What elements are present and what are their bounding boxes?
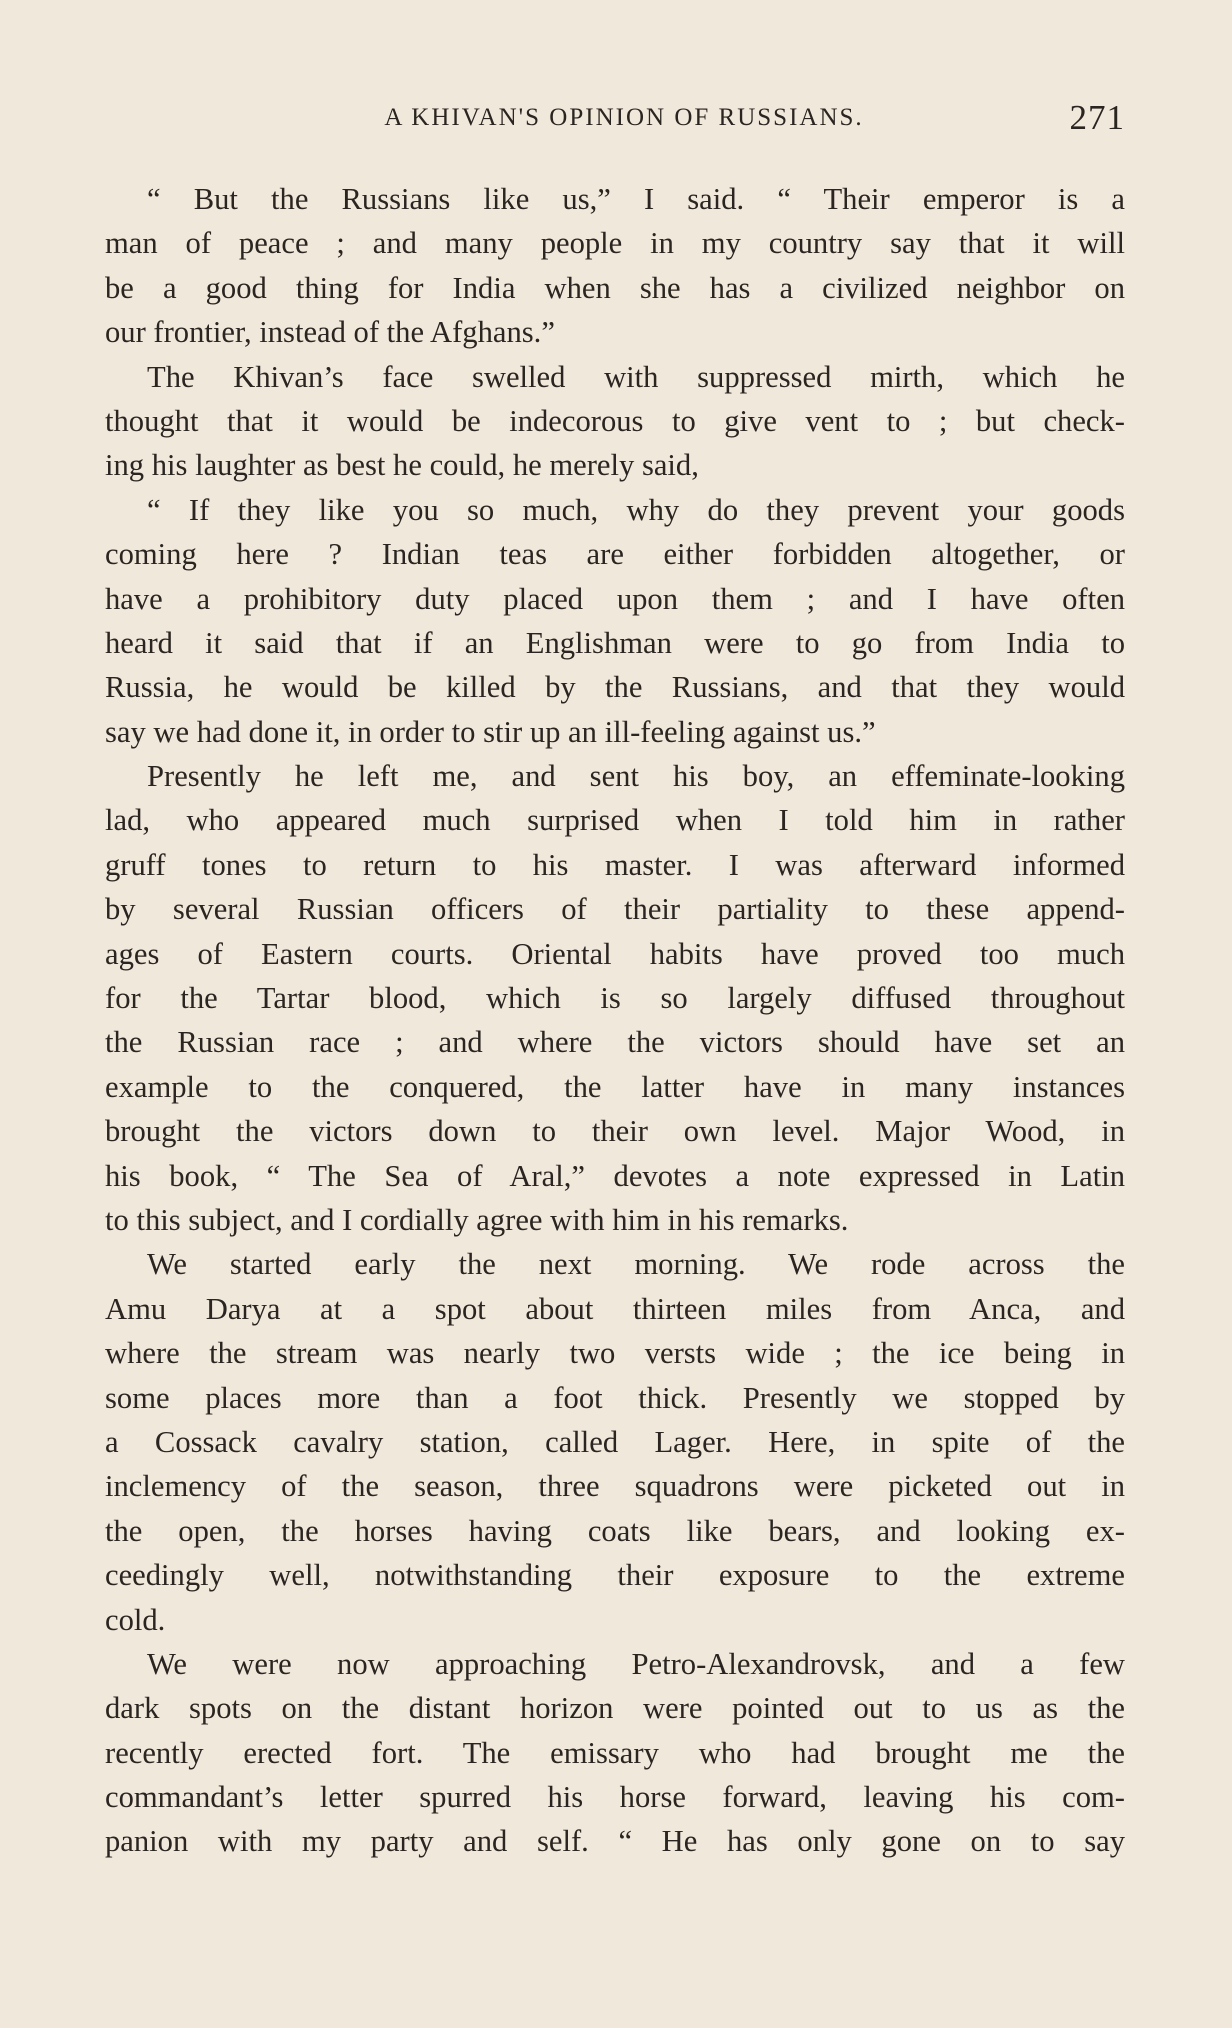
text-line: gruff tones to return to his master. I was afterward informed bbox=[105, 847, 1125, 882]
text-line: ceedingly well, notwithstanding their exposure to the extreme bbox=[105, 1558, 1125, 1593]
text-line: commandant’s letter spurred his horse forward, leaving his com- bbox=[105, 1780, 1125, 1815]
text-line: some places more than a foot thick. Presently we stopped by bbox=[105, 1380, 1125, 1415]
text-line: the Russian race ; and where the victors should have set an bbox=[105, 1025, 1125, 1060]
text-line: ing his laughter as best he could, he merely said, bbox=[105, 448, 699, 483]
running-title: A KHIVAN'S OPINION OF RUSSIANS. bbox=[384, 104, 864, 131]
text-line: brought the victors down to their own level. Major Wood, in bbox=[105, 1114, 1125, 1149]
text-line: man of peace ; and many people in my country say that it will bbox=[105, 226, 1125, 261]
body-text bbox=[105, 177, 1125, 1864]
text-line: Amu Darya at a spot about thirteen miles from Anca, and bbox=[105, 1291, 1125, 1326]
text-line: heard it said that if an Englishman were to go from India to bbox=[105, 625, 1125, 660]
text-line: our frontier, instead of the Afghans.” bbox=[105, 315, 555, 350]
text-line: a Cossack cavalry station, called Lager. Here, in spite of the bbox=[105, 1424, 1125, 1459]
text-line: We started early the next morning. We rode across the bbox=[147, 1247, 1125, 1282]
text-line: his book, “ The Sea of Aral,” devotes a note expressed in Latin bbox=[105, 1158, 1125, 1193]
text-line: coming here ? Indian teas are either forbidden altogether, or bbox=[105, 537, 1125, 572]
text-line: inclemency of the season, three squadrons were picketed out in bbox=[105, 1469, 1125, 1504]
text-line: Russia, he would be killed by the Russians, and that they would bbox=[105, 670, 1125, 705]
text-line: Presently he left me, and sent his boy, an effeminate-looking bbox=[147, 759, 1125, 794]
text-line: panion with my party and self. “ He has only gone on to say bbox=[105, 1824, 1125, 1859]
text-line: lad, who appeared much surprised when I told him in rather bbox=[105, 803, 1125, 838]
text-line: example to the conquered, the latter have in many instances bbox=[105, 1069, 1125, 1104]
text-line: where the stream was nearly two versts wide ; the ice being in bbox=[105, 1336, 1125, 1371]
text-line: cold. bbox=[105, 1602, 166, 1637]
text-line: The Khivan’s face swelled with suppressed mirth, which he bbox=[147, 359, 1125, 394]
text-line: the open, the horses having coats like bears, and looking ex- bbox=[105, 1513, 1125, 1548]
text-line: by several Russian officers of their partiality to these append- bbox=[105, 892, 1125, 927]
text-line: thought that it would be indecorous to give vent to ; but check- bbox=[105, 403, 1125, 438]
text-line: We were now approaching Petro-Alexandrovsk, and a few bbox=[147, 1646, 1125, 1681]
text-line: for the Tartar blood, which is so largely diffused throughout bbox=[105, 981, 1125, 1016]
text-line: dark spots on the distant horizon were pointed out to us as the bbox=[105, 1691, 1125, 1726]
page-number: 271 bbox=[1069, 98, 1125, 137]
text-line: ages of Eastern courts. Oriental habits have proved too much bbox=[105, 936, 1125, 971]
text-line: be a good thing for India when she has a civilized neighbor on bbox=[105, 270, 1125, 305]
text-line: say we had done it, in order to stir up an ill-feeling against us.” bbox=[105, 714, 876, 749]
text-line: recently erected fort. The emissary who had brought me the bbox=[105, 1735, 1125, 1770]
text-line: have a prohibitory duty placed upon them ; and I have often bbox=[105, 581, 1125, 616]
text-line: to this subject, and I cordially agree with him in his remarks. bbox=[105, 1202, 849, 1237]
running-head bbox=[105, 98, 1125, 142]
text-line: “ If they like you so much, why do they prevent your goods bbox=[147, 492, 1125, 527]
text-line: “ But the Russians like us,” I said. “ Their emperor is a bbox=[147, 182, 1125, 216]
